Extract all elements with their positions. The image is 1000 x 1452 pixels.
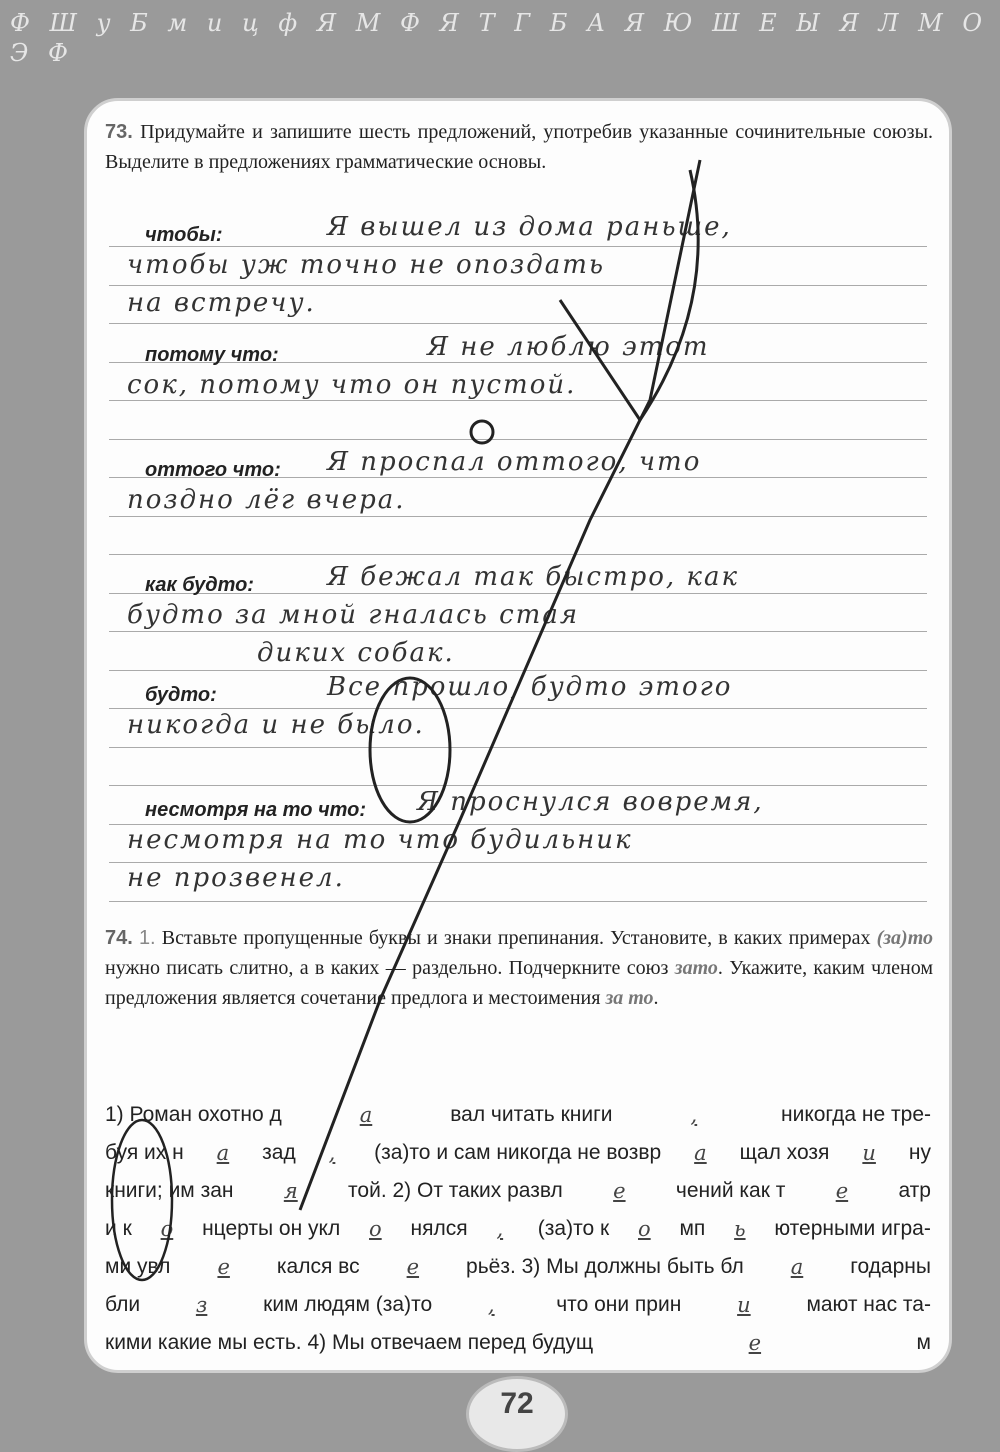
example-text: 1) Роман охотно д [105,1103,282,1126]
example-text: чений как т [675,1179,786,1202]
term: (за)то [876,927,934,949]
writing-line [109,901,927,902]
handwritten-fill-in: е [748,1331,762,1355]
handwritten-answer-line: будто за мной гналась стая [127,600,580,630]
handwritten-fill-in: е [217,1255,230,1279]
exercise-number: 74. [105,927,133,949]
conjunction-label: потому что: [145,344,279,366]
example-text: нцерты он укл [202,1217,341,1240]
example-text: что они прин [550,1293,682,1316]
example-line [105,1134,931,1172]
handwritten-fill-in: , [487,1293,495,1317]
handwritten-answer-line: несмотря на то что будильник [127,825,633,855]
example-line [105,1096,931,1134]
handwritten-answer-line: не прозвенел. [127,863,345,893]
example-text: (за)то к [531,1217,610,1240]
example-text: (за)то и сам никогда не возвр [368,1141,662,1164]
example-text: нялся [410,1217,468,1240]
example-text: никогда не тре- [775,1103,931,1126]
conjunction-label: как будто: [145,574,254,596]
example-text: щал хозя [739,1141,830,1164]
writing-line [109,439,927,440]
exercise-number: 73. [105,121,133,143]
conjunction-label: чтобы: [145,224,223,246]
handwritten-fill-in: ь [734,1217,746,1241]
example-text: годарны [850,1255,931,1278]
handwritten-fill-in: о [160,1217,174,1241]
task-text: . Укажите, каким членом предложения является сочетание предлога и местоимения [105,957,933,1009]
example-text: кался вс [276,1255,360,1278]
handwritten-fill-in: , [496,1217,504,1241]
conjunction-label: несмотря на то что: [145,799,367,821]
term: за то [605,987,654,1009]
page-number: 72 [466,1376,568,1452]
decorative-letters-background: Ф Ш у Б м и ц ф Я М Ф Я Т Г Б А Я Ю Ш Е Ы Я Л М О Э Ф [10,9,989,67]
handwritten-answer-line: сок, потому что он пустой. [127,370,577,400]
handwritten-answer-line: диких собак. [257,638,455,668]
writing-line [109,285,927,286]
example-text: кими какие мы есть. 4) Мы отвечаем перед будущ [105,1331,594,1354]
writing-line [109,246,927,247]
task-text: Вставьте пропущенные буквы и знаки препинания. Установите, в каких примерах [161,927,877,949]
handwritten-answer-line: Я проснулся вовремя, [417,787,764,817]
writing-line [109,323,927,324]
example-text: рьёз. 3) Мы должны быть бл [466,1255,744,1278]
handwritten-answer-line: поздно лёг вчера. [127,485,406,515]
example-text: и к [105,1217,132,1240]
handwritten-fill-in: е [613,1179,626,1203]
subtask-number: 1. [138,927,156,949]
handwritten-fill-in: з [195,1293,208,1317]
handwritten-fill-in: а [216,1141,230,1165]
handwritten-answer-line: чтобы уж точно не опоздать [127,250,606,280]
handwritten-fill-in: я [283,1179,298,1203]
handwritten-fill-in: е [835,1179,849,1203]
handwritten-answer-line: Я вышел из дома раньше, [327,212,732,242]
handwritten-answer-line: на встречу. [127,288,316,318]
example-line [105,1172,931,1210]
writing-line [109,554,927,555]
example-text: зад [262,1141,296,1164]
writing-line [109,747,927,748]
exercise-73-task [105,117,933,177]
example-line [105,1286,931,1324]
example-line [105,1324,931,1362]
example-line [105,1248,931,1286]
handwritten-fill-in: , [328,1141,336,1165]
handwritten-answer-line: Я бежал так быстро, как [327,562,739,592]
example-text: буя их н [105,1141,184,1164]
handwritten-fill-in: и [862,1141,876,1165]
example-text: мп [679,1217,706,1240]
exercise-74-task [105,923,933,1013]
example-text: атр [898,1179,931,1202]
workbook-page [84,98,952,1373]
handwritten-fill-in: и [737,1293,751,1317]
example-text: книги; им зан [105,1179,234,1202]
example-sentences [105,1096,931,1362]
handwritten-answer-line: Все прошло, будто этого [327,672,733,702]
conjunction-label: будто: [145,684,217,706]
example-line [105,1210,931,1248]
handwritten-answer-line: Я не люблю этот [427,332,710,362]
handwritten-answer-line: никогда и не было. [127,710,425,740]
writing-line [109,631,927,632]
example-text: ми увл [105,1255,171,1278]
handwritten-fill-in: о [638,1217,651,1241]
handwritten-fill-in: а [694,1141,707,1165]
example-text: мают нас та- [806,1293,931,1316]
example-text: ну [908,1141,931,1164]
handwritten-fill-in: е [406,1255,420,1279]
exercise-text: Придумайте и запишите шесть предложений, употребив указанные сочинительные союзы. Выделите в предложениях грамматические основы. [105,121,934,173]
example-text: ютерными игра- [774,1217,931,1240]
example-text: вал читать книги [450,1103,613,1126]
example-text: той. 2) От таких развл [348,1179,563,1202]
term: зато [674,957,718,979]
handwritten-fill-in: а [790,1255,804,1279]
example-text: бли [105,1293,141,1316]
handwritten-fill-in: а [359,1103,373,1127]
conjunction-label: оттого что: [145,459,281,481]
example-text: ким людям (за)то [263,1293,433,1316]
handwritten-fill-in: , [690,1103,698,1127]
task-text: нужно писать слитно, а в каких — раздельно. Подчеркните союз [105,957,675,979]
handwritten-fill-in: о [369,1217,382,1241]
handwritten-answer-line: Я проспал оттого, что [327,447,702,477]
example-text: м [916,1331,931,1354]
task-text: . [653,987,659,1009]
